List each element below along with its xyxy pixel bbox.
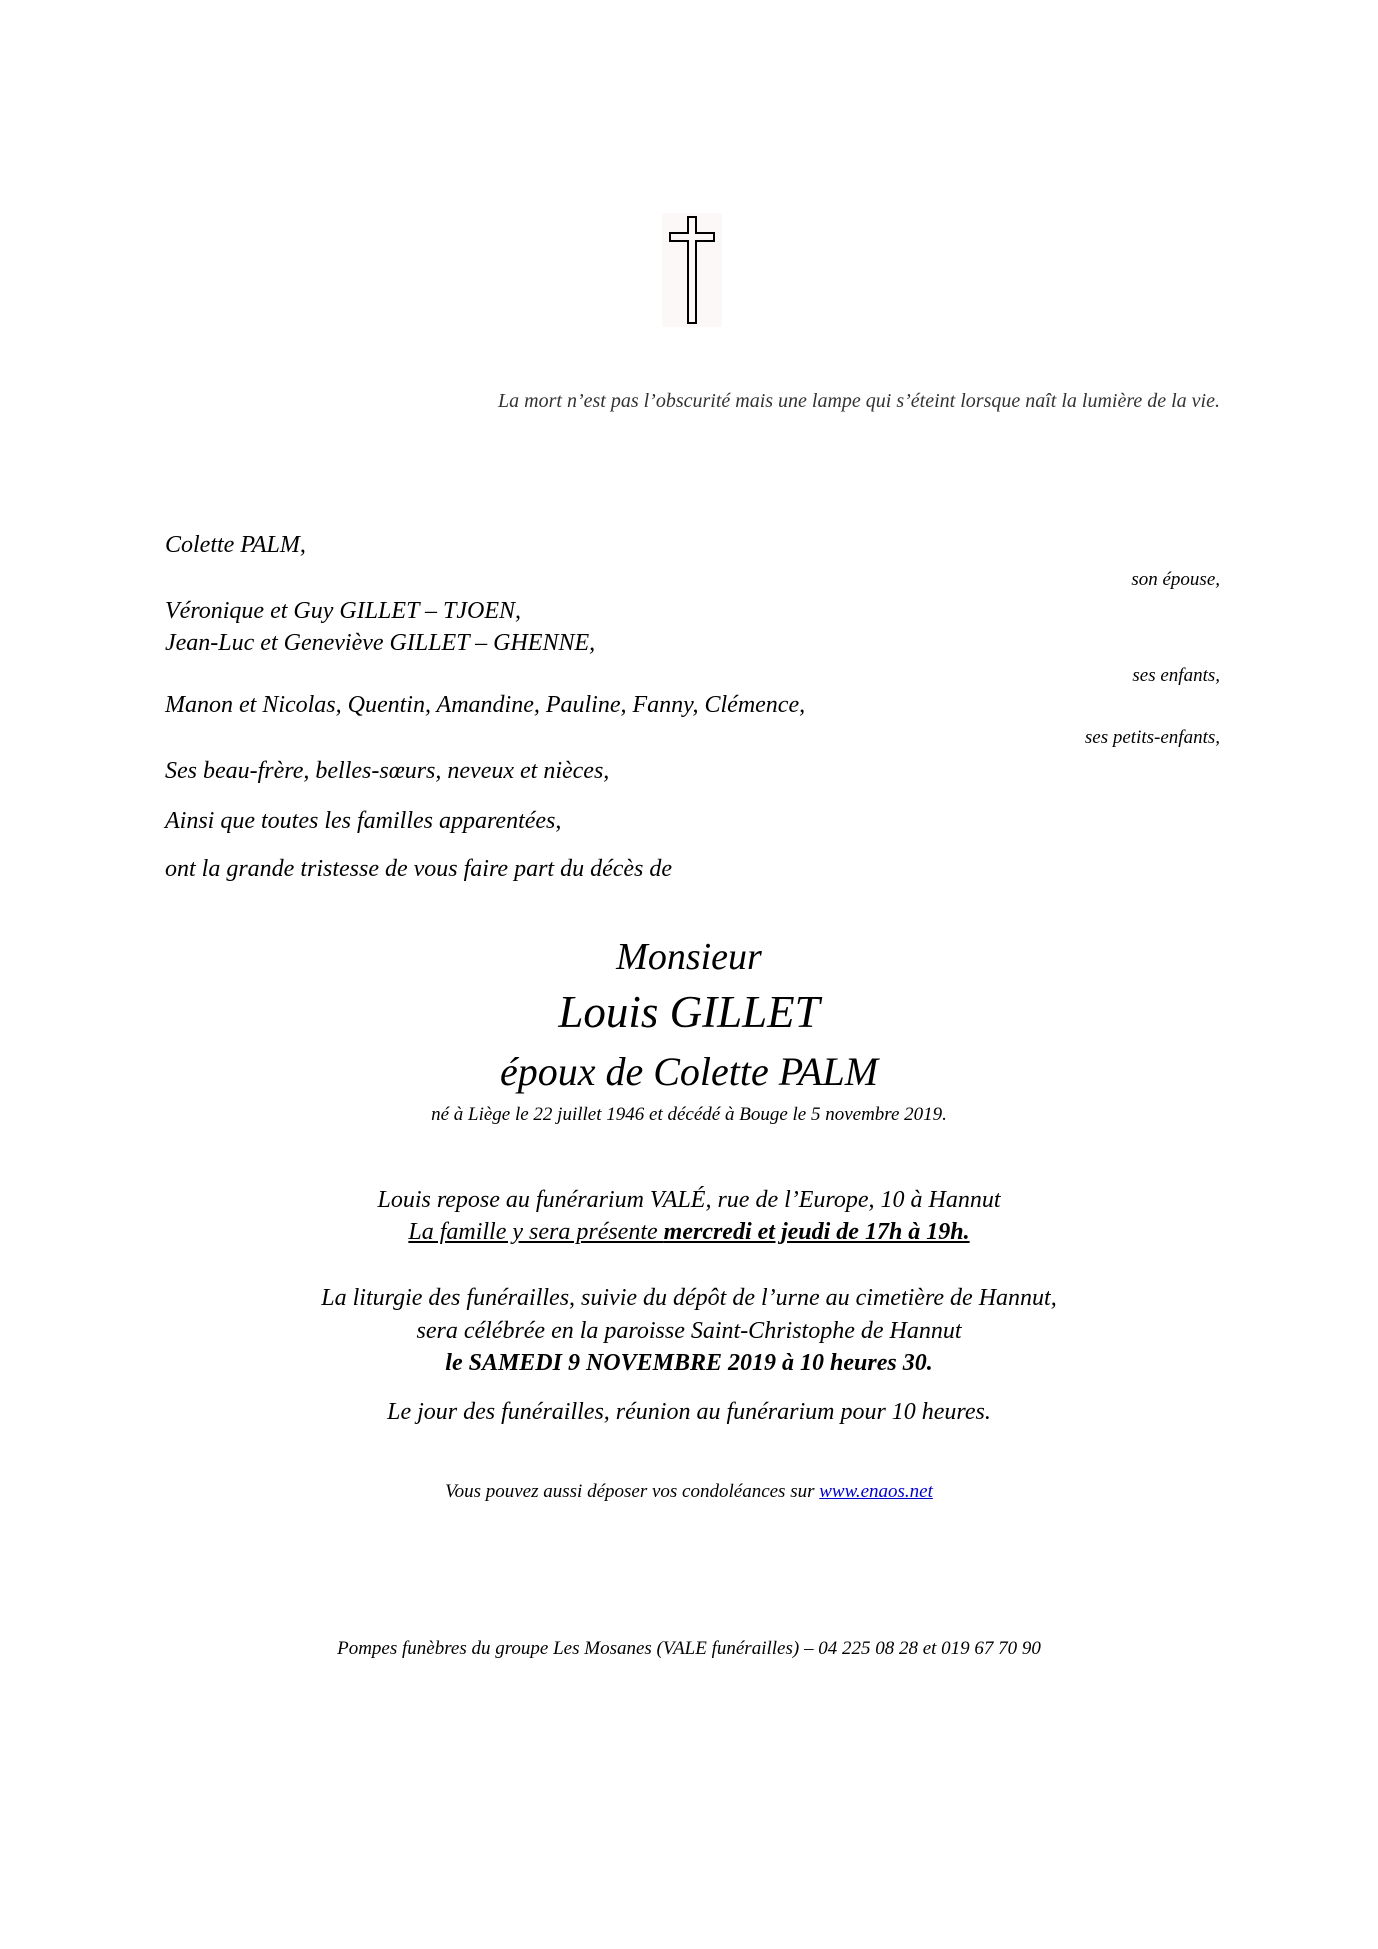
condolences-text: Vous pouvez aussi déposer vos condoléances sur [445, 1481, 820, 1502]
epitaph-quote: La mort n’est pas l’obscurité mais une lampe qui s’éteint lorsque naît la lumière de la vie. [498, 390, 1220, 412]
spouse-name: Colette PALM, [165, 532, 306, 558]
visitation-hours [0, 1219, 1378, 1246]
child-line-2: Jean-Luc et Geneviève GILLET – GHENNE, [165, 630, 596, 656]
relatives-line: Ainsi que toutes les familles apparentées, [165, 808, 562, 834]
deceased-title: Monsieur [616, 936, 762, 978]
spouse-role: son épouse, [1131, 569, 1220, 590]
ceremony-meeting: Le jour des funérailles, réunion au funérarium pour 10 heures. [387, 1399, 991, 1425]
deceased-spouse: époux de Colette PALM [499, 1049, 879, 1094]
inlaws-line: Ses beau-frère, belles-sœurs, neveux et nièces, [165, 758, 610, 784]
visitation-location: Louis repose au funérarium VALÉ, rue de l’Europe, 10 à Hannut [377, 1187, 1001, 1213]
cross-icon [662, 213, 722, 327]
grandchildren-role: ses petits-enfants, [1084, 727, 1220, 748]
deceased-name: Louis GILLET [558, 987, 820, 1037]
funeral-home-footer: Pompes funèbres du groupe Les Mosanes (VALE funérailles) – 04 225 08 28 et 019 67 70 90 [337, 1638, 1041, 1659]
condolences-link[interactable]: www.enaos.net [819, 1481, 933, 1502]
visitation-hours-times: mercredi et jeudi de 17h à 19h. [663, 1219, 970, 1245]
condolences-line [0, 1481, 1378, 1503]
ceremony-date: le SAMEDI 9 NOVEMBRE 2019 à 10 heures 30. [445, 1350, 933, 1376]
deceased-dates: né à Liège le 22 juillet 1946 et décédé à Bouge le 5 novembre 2019. [431, 1104, 947, 1125]
grandchildren-line: Manon et Nicolas, Quentin, Amandine, Pauline, Fanny, Clémence, [165, 692, 806, 718]
ceremony-line-1: La liturgie des funérailles, suivie du dépôt de l’urne au cimetière de Hannut, [321, 1285, 1057, 1311]
visitation-hours-label: La famille y sera présente [408, 1219, 664, 1245]
ceremony-line-2: sera célébrée en la paroisse Saint-Christophe de Hannut [416, 1318, 962, 1344]
child-line-1: Véronique et Guy GILLET – TJOEN, [165, 598, 521, 624]
announcement-line: ont la grande tristesse de vous faire part du décès de [165, 856, 673, 882]
children-role: ses enfants, [1132, 665, 1220, 686]
